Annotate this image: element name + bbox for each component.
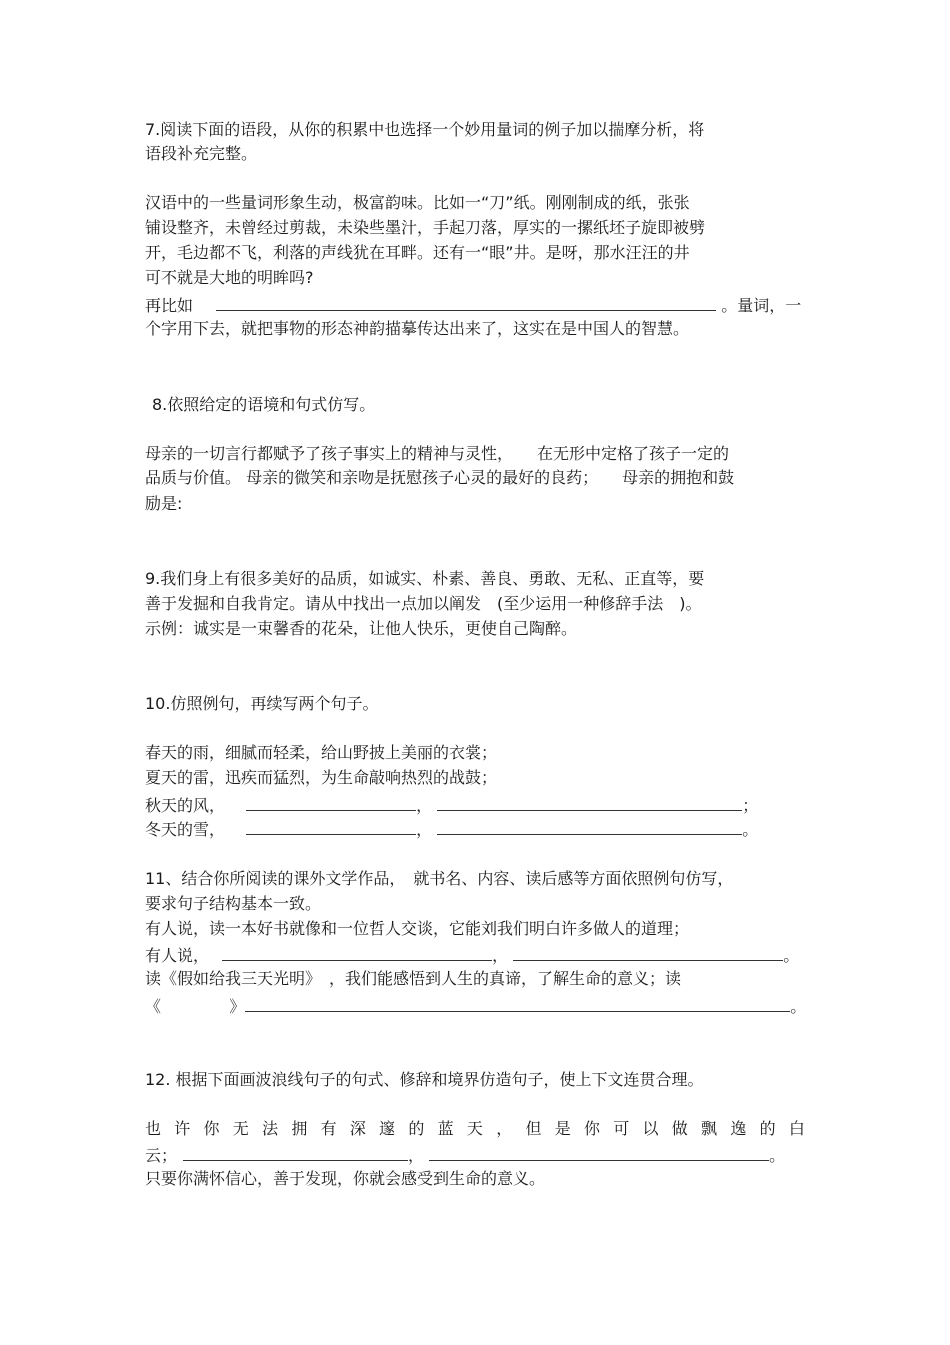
char: 以 xyxy=(642,1119,659,1138)
q7-title-line1: 7.阅读下面的语段，从你的积累中也选择一个妙用量词的例子加以揣摩分析，将 xyxy=(145,120,705,139)
q12-answer-blank-1[interactable] xyxy=(183,1143,408,1161)
q7-paragraph-line2: 铺设整齐，未曾经过剪裁，未染些墨汁，手起刀落，厚实的一摞纸坯子旋即被劈 xyxy=(145,218,706,237)
q12-fill-prefix: 云； xyxy=(145,1146,178,1165)
q12-fill-line xyxy=(145,1143,785,1167)
period: 。 xyxy=(790,997,807,1016)
q8-title: 8.依照给定的语境和句式仿写。 xyxy=(152,395,376,414)
comma: ， xyxy=(492,946,509,965)
q10-example-line2: 夏天的雷，迅疾而猛烈，为生命敲响热烈的战鼓； xyxy=(145,768,498,787)
q11-fill-line-1 xyxy=(145,943,799,967)
char: 深 xyxy=(349,1119,366,1138)
char: 有 xyxy=(320,1119,337,1138)
char: 你 xyxy=(583,1119,600,1138)
q7-fill-line xyxy=(145,293,801,317)
q7-paragraph-line3: 开，毛边都不飞，利落的声线犹在耳畔。还有一“眼”井。是呀，那水汪汪的井 xyxy=(145,243,690,262)
char: 飘 xyxy=(701,1119,718,1138)
q7-fill-suffix: 。量词，一 xyxy=(721,296,802,315)
q7-answer-blank[interactable] xyxy=(216,293,716,311)
char: 白 xyxy=(788,1119,805,1138)
q11-book-title-blank[interactable] xyxy=(166,995,224,1012)
char: 可 xyxy=(613,1119,630,1138)
char: 邃 xyxy=(379,1119,396,1138)
q7-paragraph-line4: 可不就是大地的明眸吗? xyxy=(145,268,314,287)
char: 法 xyxy=(262,1119,279,1138)
q12-paragraph-line3: 只要你满怀信心，善于发现，你就会感受到生命的意义。 xyxy=(145,1169,546,1188)
char: ， xyxy=(496,1119,513,1138)
period: 。 xyxy=(769,1146,786,1165)
q11-sample-sentence: 读《假如给我三天光明》 ，我们能感悟到人生的真谛，了解生命的意义；读 xyxy=(145,969,682,988)
q10-example-line1: 春天的雨，细腻而轻柔，给山野披上美丽的衣裳； xyxy=(145,743,498,762)
char: 天 xyxy=(466,1119,483,1138)
q11-title: 11、结合你所阅读的课外文学作品， 就书名、内容、读后感等方面依照例句仿写， xyxy=(145,869,734,888)
q11-requirement: 要求句子结构基本一致。 xyxy=(145,894,322,913)
char: 许 xyxy=(174,1119,191,1138)
q11-answer-blank-3[interactable] xyxy=(245,994,790,1012)
q10-winter-blank-1[interactable] xyxy=(246,817,416,835)
q12-title: 12. 根据下面画波浪线句子的句式、修辞和境界仿造句子，使上下文连贯合理。 xyxy=(145,1070,704,1089)
q8-paragraph-line3: 励是: xyxy=(145,494,183,513)
q11-example: 有人说，读一本好书就像和一位哲人交谈，它能刘我们明白许多做人的道理； xyxy=(145,919,690,938)
q11-answer-blank-1[interactable] xyxy=(222,943,492,961)
q10-autumn-line xyxy=(145,793,758,817)
char: 逸 xyxy=(730,1119,747,1138)
q10-autumn-prefix: 秋天的风， xyxy=(145,796,226,815)
book-title-close: 》 xyxy=(229,997,246,1016)
q7-paragraph-line6: 个字用下去，就把事物的形态神韵描摹传达出来了，这实在是中国人的智慧。 xyxy=(145,319,690,338)
q10-title: 10.仿照例句，再续写两个句子。 xyxy=(145,694,379,713)
comma: ， xyxy=(416,796,433,815)
comma: ， xyxy=(408,1146,425,1165)
char: 蓝 xyxy=(437,1119,454,1138)
char: 的 xyxy=(759,1119,776,1138)
q8-paragraph-line1: 母亲的一切言行都赋予了孩子事实上的精神与灵性， 在无形中定格了孩子一定的 xyxy=(145,444,730,463)
q12-answer-blank-2[interactable] xyxy=(429,1143,769,1161)
q7-paragraph-line1: 汉语中的一些量词形象生动，极富韵味。比如一“刀”纸。刚刚制成的纸，张张 xyxy=(145,193,690,212)
q10-autumn-blank-1[interactable] xyxy=(246,793,416,811)
char: 是 xyxy=(554,1119,571,1138)
q7-title-line2: 语段补充完整。 xyxy=(145,144,258,163)
char: 无 xyxy=(232,1119,249,1138)
char: 你 xyxy=(203,1119,220,1138)
comma: ， xyxy=(416,820,433,839)
semicolon: ； xyxy=(742,796,759,815)
q9-example: 示例：诚实是一束馨香的花朵，让他人快乐，更使自己陶醉。 xyxy=(145,619,578,638)
q12-paragraph-line1 xyxy=(145,1118,805,1140)
q10-winter-prefix: 冬天的雪， xyxy=(145,820,226,839)
q9-title: 9.我们身上有很多美好的品质，如诚实、朴素、善良、勇敢、无私、正直等，要 xyxy=(145,569,705,588)
char: 做 xyxy=(671,1119,688,1138)
q10-winter-line xyxy=(145,817,758,841)
book-title-open: 《 xyxy=(145,997,162,1016)
q10-autumn-blank-2[interactable] xyxy=(437,793,742,811)
q11-fill-line-2 xyxy=(145,994,806,1018)
char: 但 xyxy=(525,1119,542,1138)
q11-answer-blank-2[interactable] xyxy=(513,943,783,961)
char: 拥 xyxy=(291,1119,308,1138)
period: 。 xyxy=(742,820,759,839)
q8-paragraph-line2: 品质与价值。 母亲的微笑和亲吻是抚慰孩子心灵的最好的良药； 母亲的拥抱和鼓 xyxy=(145,468,735,487)
char: 的 xyxy=(408,1119,425,1138)
char: 也 xyxy=(145,1119,162,1138)
q10-winter-blank-2[interactable] xyxy=(437,817,742,835)
q9-paragraph-line1: 善于发掘和自我肯定。请从中找出一点加以阐发 (至少运用一种修辞手法 )。 xyxy=(145,594,702,613)
period: 。 xyxy=(783,946,800,965)
q7-fill-prefix: 再比如 xyxy=(145,296,194,315)
q11-fill-prefix: 有人说， xyxy=(145,946,210,965)
